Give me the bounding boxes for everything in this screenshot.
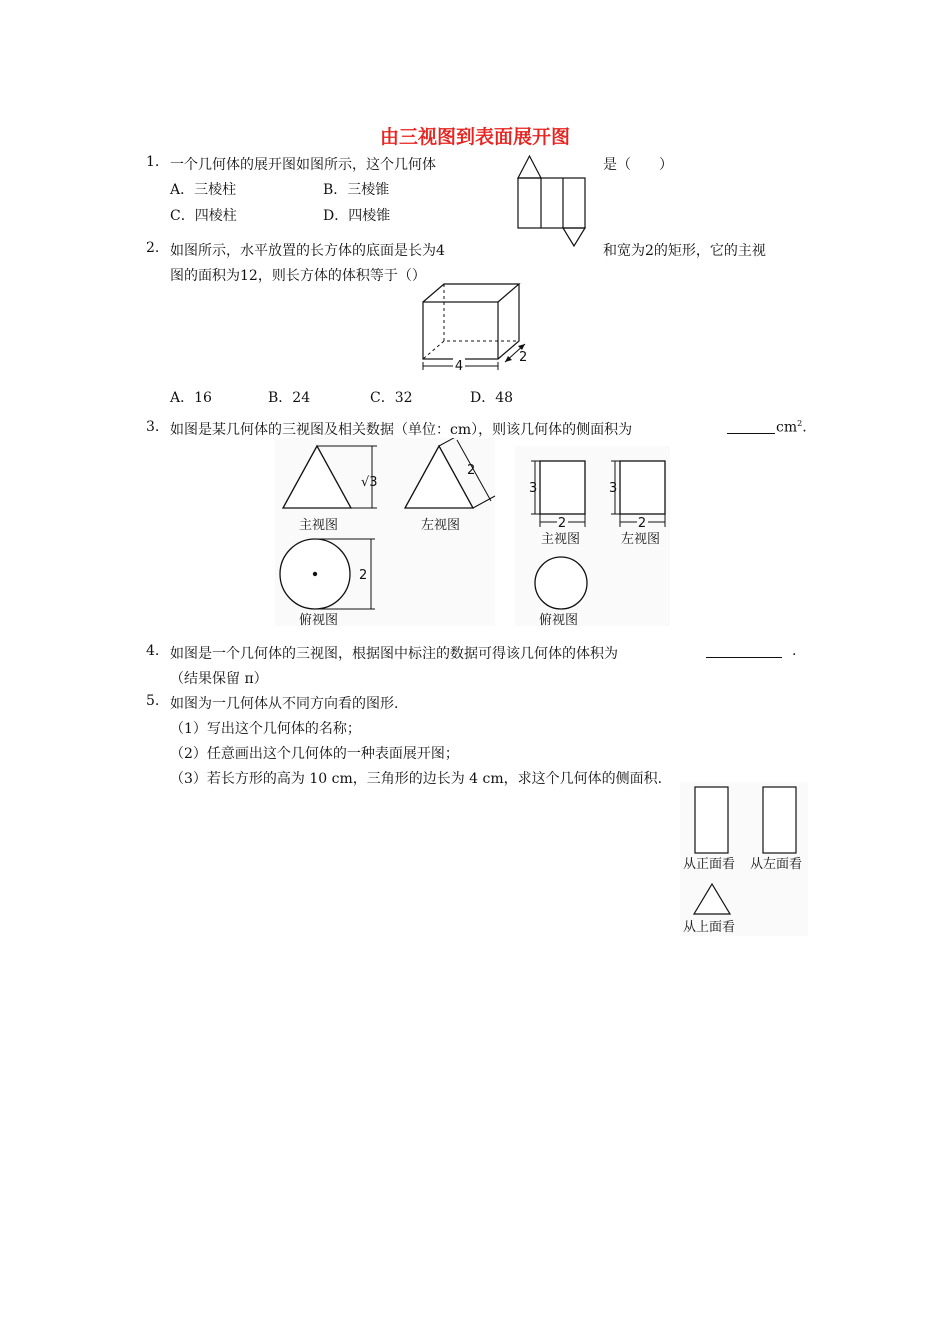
q2-width-label: 2: [519, 350, 528, 365]
q4-stem: 如图是一个几何体的三视图，根据图中标注的数据可得该几何体的体积为: [170, 646, 618, 662]
q3-front-rect-label: 主视图: [541, 532, 581, 547]
q3-left-rect-height: 3: [609, 481, 618, 496]
q1-option-a: A．三棱柱: [170, 182, 237, 198]
q4-line2: （结果保留 π）: [170, 671, 268, 687]
q1-stem: 一个几何体的展开图如图所示，这个几何体: [170, 157, 436, 173]
q2-number: 2.: [146, 240, 160, 256]
q3-circle-diameter-label: 2: [359, 568, 368, 583]
q3-top-view-label: 俯视图: [299, 613, 339, 628]
q2-line1-b: 和宽为2的矩形，它的主视: [603, 243, 766, 259]
q4-number: 4.: [146, 643, 160, 659]
q1-tail: 是（ ）: [603, 157, 673, 173]
q5-stem: 如图为一几何体从不同方向看的图形.: [170, 696, 399, 712]
q2-cuboid-figure: [415, 280, 530, 375]
q5-number: 5.: [146, 693, 160, 709]
q4-answer-blank[interactable]: [706, 643, 782, 658]
q1-net-figure: [512, 150, 592, 250]
q5-sub1: （1）写出这个几何体的名称；: [170, 721, 361, 737]
q2-option-a: A．16: [170, 390, 212, 406]
q3-three-views-figure: [275, 438, 670, 628]
q1-option-d: D．四棱锥: [323, 208, 391, 224]
q2-option-c: C．32: [370, 390, 413, 406]
q5-views-figure: [680, 782, 810, 938]
q5-sub2: （2）任意画出这个几何体的一种表面展开图；: [170, 746, 459, 762]
q2-option-b: B．24: [268, 390, 311, 406]
q3-front-rect-width: 2: [557, 516, 567, 531]
q1-number: 1.: [146, 154, 160, 170]
q4-end: .: [792, 643, 797, 659]
q3-sqrt3-label: √3: [361, 475, 378, 490]
q2-line1-a: 如图所示，水平放置的长方体的底面是长为4: [170, 243, 445, 259]
q3-top-circle-label: 俯视图: [539, 613, 579, 628]
q3-front-view-label: 主视图: [299, 518, 339, 533]
q3-unit: $cm^2$.: [776, 419, 807, 436]
q3-left-view-label: 左视图: [421, 518, 461, 533]
q1-option-b: B．三棱锥: [323, 182, 390, 198]
q2-length-label: 4: [454, 359, 464, 374]
q3-left-rect-label: 左视图: [621, 532, 661, 547]
q5-sub3: （3）若长方形的高为 10 cm，三角形的边长为 4 cm，求这个几何体的侧面积.: [170, 771, 663, 787]
q5-front-label: 从正面看: [683, 857, 736, 872]
q1-option-c: C．四棱柱: [170, 208, 237, 224]
q3-left-slant-label: 2: [467, 463, 476, 478]
q3-stem: 如图是某几何体的三视图及相关数据（单位：cm），则该几何体的侧面积为: [170, 422, 633, 438]
q3-left-rect-width: 2: [637, 516, 647, 531]
page-title: 由三视图到表面展开图: [379, 126, 570, 148]
q3-answer-blank[interactable]: [727, 419, 775, 434]
q3-number: 3.: [146, 419, 160, 435]
q2-option-d: D．48: [470, 390, 514, 406]
q2-line2: 图的面积为12，则长方体的体积等于（）: [170, 268, 426, 284]
q5-left-label: 从左面看: [750, 857, 803, 872]
q5-top-label: 从上面看: [683, 920, 736, 935]
q3-front-rect-height: 3: [529, 481, 538, 496]
